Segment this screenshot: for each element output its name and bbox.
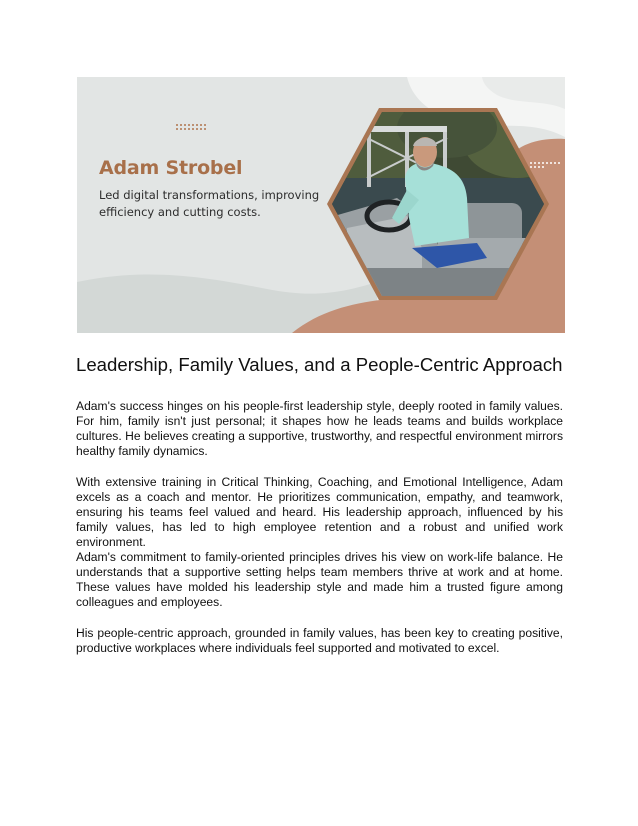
decorative-dots-brown [176, 124, 206, 130]
portrait-photo [327, 108, 549, 300]
profile-banner [77, 77, 565, 333]
article-heading: Leadership, Family Values, and a People-Centric Approach [76, 354, 563, 375]
profile-tagline: Led digital transformations, improving efficiency and cutting costs. [99, 188, 320, 219]
paragraph-conclusion: His people-centric approach, grounded in family values, has been key to creating positive, productive workplaces where individuals feel supported and motivated to excel. [76, 626, 563, 656]
paragraph-training: With extensive training in Critical Thinking, Coaching, and Emotional Intelligence, Adam excels as a coach and mentor. He prioritizes communication, empathy, and teamwork, ensuring his teams feel valued and heard. His leadership approach, influenced by his family values, has led to high employee retention and a robust and unified work environment. [76, 475, 563, 550]
profile-name: Adam Strobel [99, 157, 243, 179]
paragraph-work-life-balance: Adam's commitment to family-oriented principles drives his view on work-life balance. He understands that a supportive setting helps team members thrive at work and at home. These values have molded his leadership style and made him a trusted figure among colleagues and employees. [76, 550, 563, 610]
paragraph-people-first: Adam's success hinges on his people-first leadership style, deeply rooted in family values. For him, family isn't just personal; it shapes how he leads teams and builds workplace cultures. He believes creating a supportive, trustworthy, and respectful environment mirrors healthy family dynamics. [76, 399, 563, 459]
